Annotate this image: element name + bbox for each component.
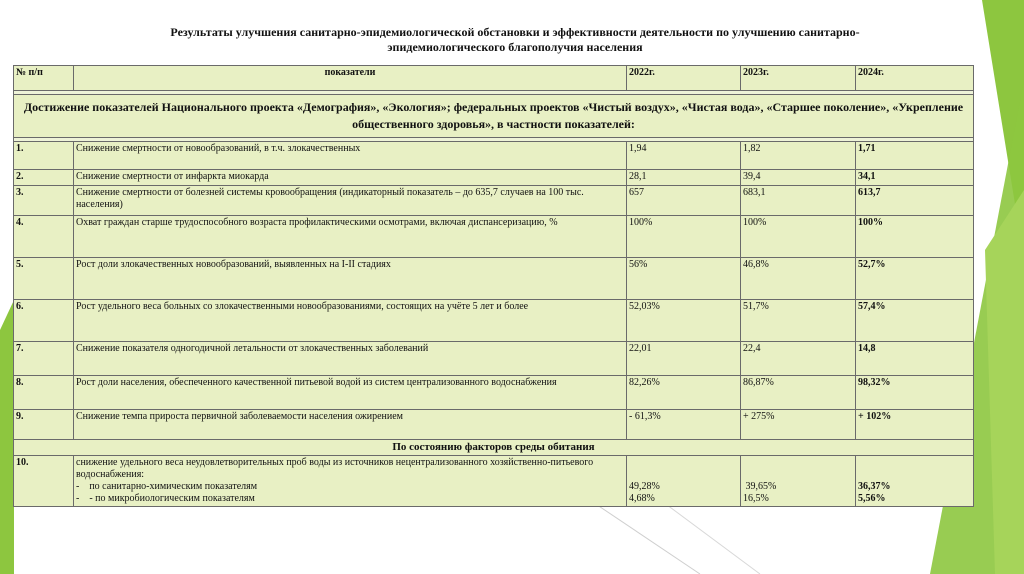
row-2022: 1,94 [627, 142, 741, 170]
row-2022: 100% [627, 216, 741, 258]
row-indicator: Рост доли населения, обеспеченного качественной питьевой водой из систем централизованного водоснабжения [74, 376, 627, 410]
header-2024: 2024г. [856, 66, 974, 91]
table-row [14, 342, 974, 376]
row-num: 5. [14, 258, 74, 300]
table-row [14, 186, 974, 216]
row-num: 1. [14, 142, 74, 170]
table-row [14, 142, 974, 170]
section-row-national-projects [14, 95, 974, 138]
row-indicator: Рост удельного веса больных со злокачественными новообразованиями, состоящих на учёте 5 лет и более [74, 300, 627, 342]
row-indicator: Снижение смертности от новообразований, в т.ч. злокачественных [74, 142, 627, 170]
table-row [14, 456, 974, 507]
row-2024: 57,4% [856, 300, 974, 342]
table-row [14, 170, 974, 186]
row-2022-microbio: 4,68% [629, 493, 655, 504]
row-2023: 86,87% [741, 376, 856, 410]
table-row [14, 216, 974, 258]
row-num: 9. [14, 410, 74, 440]
row-2024: 52,7% [856, 258, 974, 300]
row-num: 2. [14, 170, 74, 186]
row-2023: 51,7% [741, 300, 856, 342]
row-2022: 657 [627, 186, 741, 216]
section-heading-environment: По состоянию факторов среды обитания [14, 440, 974, 456]
row-indicator: Охват граждан старше трудоспособного возраста профилактическими осмотрами, включая диспансеризацию, % [74, 216, 627, 258]
header-indicator: показатели [74, 66, 627, 91]
row-num: 3. [14, 186, 74, 216]
row-indicator: Снижение смертности от болезней системы кровообращения (индикаторный показатель – до 635,7 случаев на 100 тыс. населения) [74, 186, 627, 216]
header-2022: 2022г. [627, 66, 741, 91]
row-2023-microbio: 16,5% [743, 493, 769, 504]
row-num: 4. [14, 216, 74, 258]
row-2024 [856, 456, 974, 507]
row-2022: 22,01 [627, 342, 741, 376]
row-2024-microbio: 5,56% [858, 493, 886, 504]
header-2023: 2023г. [741, 66, 856, 91]
row-indicator-main: снижение удельного веса неудовлетворительных проб воды из источников нецентрализованного хозяйственно-питьевого водоснабжения: [76, 457, 594, 480]
page-title [60, 25, 970, 55]
page-title-line-1: Результаты улучшения санитарно-эпидемиологической обстановки и эффективности деятельности по улучшению санитарно- [170, 25, 860, 39]
row-2023: 22,4 [741, 342, 856, 376]
row-indicator: Снижение смертности от инфаркта миокарда [74, 170, 627, 186]
row-2024: 14,8 [856, 342, 974, 376]
row-2023: 46,8% [741, 258, 856, 300]
row-2022: 28,1 [627, 170, 741, 186]
section-row-environment [14, 440, 974, 456]
row-2024: + 102% [856, 410, 974, 440]
header-num: № п/п [14, 66, 74, 91]
row-indicator: Рост доли злокачественных новообразований, выявленных на I-II стадиях [74, 258, 627, 300]
row-indicator [74, 456, 627, 507]
row-indicator-sub-microbio: - - по микробиологическим показателям [76, 493, 255, 504]
table-header-row [14, 66, 974, 91]
row-2022-chemical: 49,28% [629, 481, 660, 492]
row-2024: 613,7 [856, 186, 974, 216]
row-2022: - 61,3% [627, 410, 741, 440]
row-2022: 82,26% [627, 376, 741, 410]
results-table [13, 65, 974, 507]
row-num: 7. [14, 342, 74, 376]
row-2024-chemical: 36,37% [858, 481, 891, 492]
row-indicator: Снижение темпа прироста первичной заболеваемости населения ожирением [74, 410, 627, 440]
row-2023: 100% [741, 216, 856, 258]
table-row [14, 410, 974, 440]
table-row [14, 300, 974, 342]
table-row [14, 376, 974, 410]
row-2023: + 275% [741, 410, 856, 440]
row-2023-chemical: 39,65% [743, 481, 777, 492]
row-2023: 683,1 [741, 186, 856, 216]
row-2023 [741, 456, 856, 507]
row-2022: 52,03% [627, 300, 741, 342]
table-row [14, 258, 974, 300]
row-2023: 1,82 [741, 142, 856, 170]
row-2024: 98,32% [856, 376, 974, 410]
row-num: 6. [14, 300, 74, 342]
row-2024: 1,71 [856, 142, 974, 170]
row-num: 10. [14, 456, 74, 507]
row-num: 8. [14, 376, 74, 410]
row-indicator-sub-chemical: - по санитарно-химическим показателям [76, 481, 258, 492]
section-heading-national-projects: Достижение показателей Национального проекта «Демография», «Экология»; федеральных проектов «Чистый воздух», «Чистая вода», «Старшее поколение», «Укрепление общественного здоровья», в частности показателей: [14, 95, 974, 138]
green-accent-left [0, 300, 14, 574]
row-2024: 34,1 [856, 170, 974, 186]
row-indicator: Снижение показателя одногодичной летальности от злокачественных заболеваний [74, 342, 627, 376]
row-2023: 39,4 [741, 170, 856, 186]
row-2022 [627, 456, 741, 507]
row-2024: 100% [856, 216, 974, 258]
page-title-line-2: эпидемиологического благополучия населения [387, 40, 643, 54]
row-2022: 56% [627, 258, 741, 300]
